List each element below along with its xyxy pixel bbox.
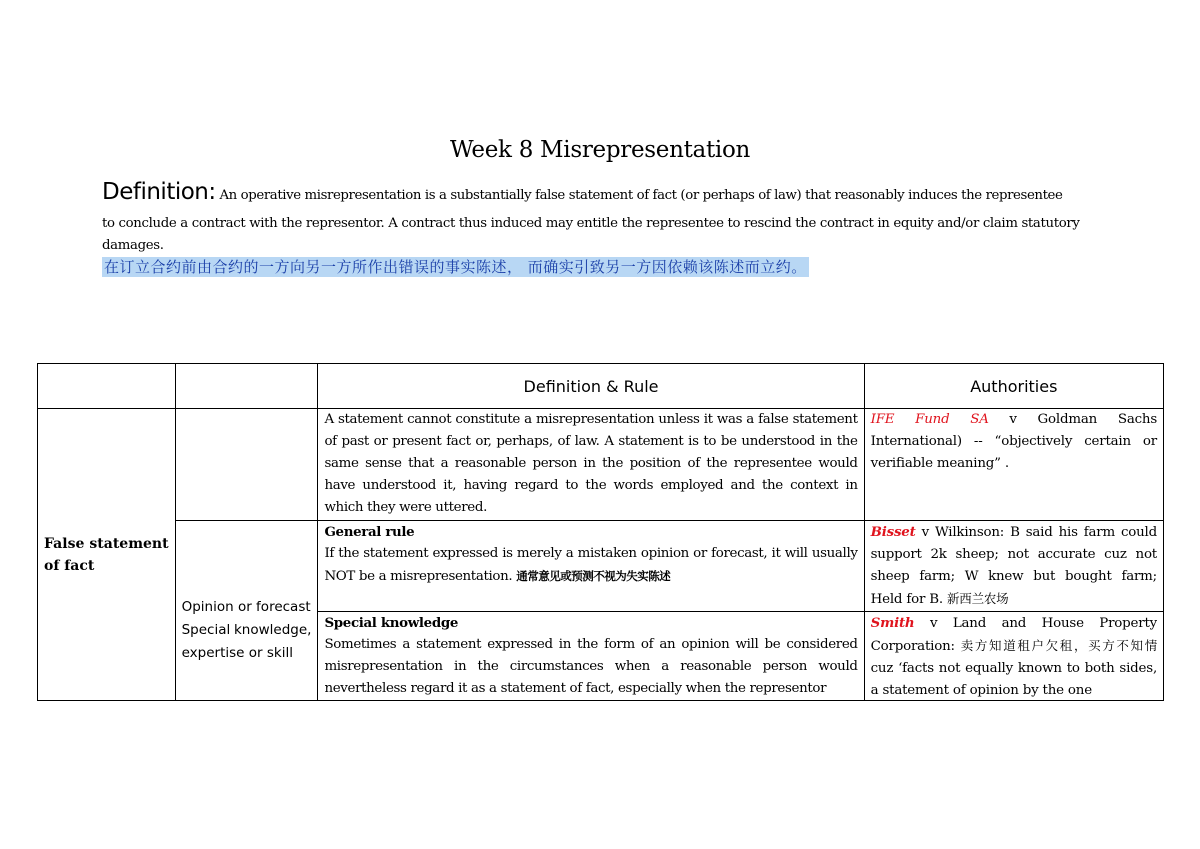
rule-text: If the statement expressed is merely a mistaken opinion or forecast, it will usually NOT be a misrepresentation.	[324, 546, 858, 584]
rule-heading: General rule	[324, 524, 415, 540]
case-name: Smith	[870, 615, 915, 631]
authority-chinese-note: 新西兰农场	[946, 591, 1009, 606]
subcategory-line2	[182, 619, 312, 642]
authority-text: v Goldman Sachs International) -- “objectively certain or verifiable meaning” .	[870, 412, 1157, 471]
subcategory-empty-cell	[175, 409, 318, 521]
category-line1	[44, 533, 169, 555]
table-header-row	[38, 364, 1164, 409]
authority-cell	[864, 521, 1163, 612]
authority-cell	[864, 612, 1163, 701]
subcategory-cell	[175, 521, 318, 701]
rule-text: A statement cannot constitute a misrepresentation unless it was a false statement of past or present fact or, perhaps, of law. A statement is to be understood in the same sense that a reasonable person in the position of the representee would have understood it, having regard to the words employed and the context in which they were uttered.	[324, 412, 858, 515]
header-authorities: Authorities	[864, 364, 1163, 409]
authority-cell-content	[871, 612, 1157, 700]
rule-cell	[318, 612, 864, 701]
header-subcategory	[175, 364, 318, 409]
definition-heading: Definition:	[102, 179, 216, 205]
authority-text: cuz ‘facts not equally known to both sides, a statement of opinion by the one	[870, 661, 1157, 698]
subcategory-line1: Opinion or forecast	[181, 599, 311, 615]
category-cell	[38, 409, 176, 701]
rule-heading: Special knowledge	[324, 615, 459, 631]
page-title: Week 8 Misrepresentation	[449, 137, 751, 163]
definition-block	[102, 181, 1102, 279]
rule-chinese-note: 通常意见或预测不视为失实陈述	[516, 569, 671, 583]
definition-text-rest: to conclude a contract with the representor. A contract thus induced may entitle the representee to rescind the contract in equity and/or claim statutory damages.	[102, 216, 1080, 253]
authority-text: v Land and House Property Corporation:	[870, 616, 1157, 654]
table-row	[38, 409, 1164, 521]
case-name: Bisset	[870, 524, 916, 540]
category-word: statement	[89, 535, 169, 552]
rule-cell	[318, 409, 864, 521]
subcategory-word: knowledge,	[233, 622, 312, 638]
category-line2: of fact	[44, 557, 95, 574]
rule-cell	[318, 521, 864, 612]
header-definition-rule: Definition & Rule	[318, 364, 864, 409]
misrepresentation-table	[37, 363, 1164, 701]
authority-cell	[864, 409, 1163, 521]
table-row	[38, 521, 1164, 612]
definition-first-line	[102, 181, 1102, 207]
category-word: False	[44, 535, 85, 552]
subcategory-line3: expertise or skill	[181, 645, 293, 661]
rule-text: Sometimes a statement expressed in the form of an opinion will be considered misrepresentation in the circumstances when a reasonable person would nevertheless regard it as a statement of fact, especially when the representor	[324, 637, 858, 696]
rule-cell-content	[324, 612, 857, 700]
case-name: IFE Fund SA	[870, 412, 989, 427]
definition-chinese-highlight: 在订立合约前由合约的一方向另一方所作出错误的事实陈述， 而确实引致另一方因依赖该陈述而立约。	[104, 258, 807, 276]
subcategory-word: Special	[181, 622, 231, 638]
authority-text: v Wilkinson: B said his farm could support 2k sheep; not accurate cuz not sheep farm; W knew but bought farm; Held for B.	[870, 525, 1157, 607]
authority-chinese-note: 卖方知道租户欠租，买方不知情	[960, 638, 1157, 653]
header-category	[38, 364, 176, 409]
definition-text-line1: An operative misrepresentation is a substantially false statement of fact (or perhaps of law) that reasonably induces the representee	[215, 188, 1063, 203]
